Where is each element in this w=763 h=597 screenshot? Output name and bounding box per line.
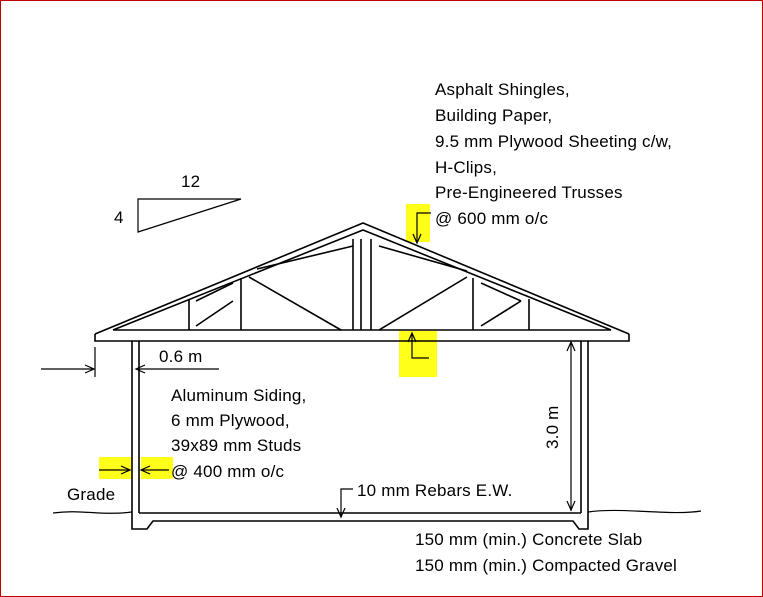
roof-note-line-5: Pre-Engineered Trusses (435, 183, 623, 202)
height-label: 3.0 m (543, 405, 562, 449)
roof-truss (95, 223, 629, 341)
wall-note-line-3: 39x89 mm Studs (171, 436, 302, 455)
slope-run-label: 12 (181, 172, 201, 191)
overhang-dimension (41, 347, 219, 377)
slope-triangle (114, 172, 241, 232)
height-dimension (543, 341, 575, 511)
highlight-truss-arrow (399, 331, 437, 377)
overhang-label: 0.6 m (159, 347, 203, 366)
wall-note-line-1: Aluminum Siding, (171, 386, 307, 405)
rebar-label: 10 mm Rebars E.W. (357, 481, 513, 500)
roof-note-line-4: H-Clips, (435, 158, 498, 177)
wall-note-line-2: 6 mm Plywood, (171, 411, 290, 430)
roof-note-line-1: Asphalt Shingles, (435, 80, 570, 99)
roof-note (435, 80, 672, 228)
slab-note-line-1: 150 mm (min.) Concrete Slab (415, 530, 643, 549)
wall-note-line-4: @ 400 mm o/c (171, 462, 285, 481)
roof-note-line-6: @ 600 mm o/c (435, 209, 549, 228)
slab-note (415, 530, 677, 575)
slab (132, 513, 588, 529)
grade-line-right (588, 510, 701, 512)
grade-label: Grade (67, 485, 116, 504)
house-section-diagram (1, 1, 762, 596)
roof-note-line-2: Building Paper, (435, 106, 553, 125)
highlight-roof-arrow (406, 204, 430, 242)
slope-rise-label: 4 (114, 208, 124, 227)
slab-note-line-2: 150 mm (min.) Compacted Gravel (415, 556, 678, 575)
roof-note-line-3: 9.5 mm Plywood Sheeting c/w, (435, 132, 673, 151)
grade-line-left (53, 512, 132, 514)
wall-note (171, 386, 306, 481)
